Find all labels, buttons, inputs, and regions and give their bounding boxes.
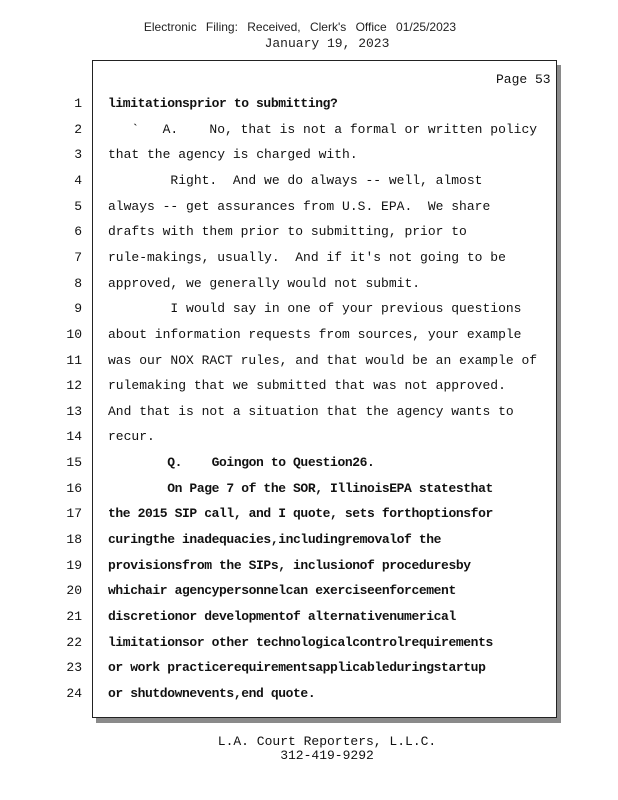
line-text: rule-makings, usually. And if it's not going to be [108,250,506,265]
line-text: On Page 7 of the SOR, IllinoisEPA statesthat [108,481,493,496]
line-number: 7 [74,250,82,265]
line-text: I would say in one of your previous questions [108,301,522,316]
line-text: provisionsfrom the SIPs, inclusionof proceduresby [108,558,471,573]
reporter-phone: 312-419-9292 [280,748,374,763]
line-number: 17 [66,506,82,521]
line-number: 2 [74,122,82,137]
line-text: approved, we generally would not submit. [108,276,421,291]
line-number: 20 [66,583,82,598]
line-text: discretionor developmentof alternativenumerical [108,609,456,624]
line-text: curingthe inadequacies,includingremovalof the [108,532,442,547]
line-number: 13 [66,404,82,419]
line-number: 11 [66,353,82,368]
line-number: 5 [74,199,82,214]
line-text: always -- get assurances from U.S. EPA. We share [108,199,491,214]
line-number: 1 [74,96,82,111]
line-number: 19 [66,558,82,573]
line-number: 18 [66,532,82,547]
line-number: 15 [66,455,82,470]
line-number: 9 [74,301,82,316]
line-number: 24 [66,686,82,701]
line-text: limitationsprior to submitting? [108,96,338,111]
line-text: whichair agencypersonnelcan exerciseenforcement [108,583,456,598]
reporter-company: L.A. Court Reporters, L.L.C. [217,734,437,749]
line-text: Right. And we do always -- well, almost [108,173,483,188]
filing-stamp: Electronic Filing: Received, Clerk's Office 01/25/2023 [143,20,457,34]
line-text: Q. Goingon to Question26. [108,455,375,470]
line-number: 3 [74,147,82,162]
line-text: about information requests from sources, your example [108,327,522,342]
line-text: rulemaking that we submitted that was not approved. [108,378,506,393]
line-text: recur. [108,429,155,444]
line-text: or work practicerequirementsapplicableduringstartup [108,660,486,675]
line-text: was our NOX RACT rules, and that would be an example of [108,353,538,368]
line-number: 22 [66,635,82,650]
line-number: 14 [66,429,82,444]
line-text: drafts with them prior to submitting, prior to [108,224,467,239]
line-number: 16 [66,481,82,496]
transcript-date: January 19, 2023 [264,36,390,51]
line-text: limitationsor other technologicalcontrolrequirements [108,635,493,650]
line-text: ` A. No, that is not a formal or written policy [108,122,538,137]
line-number: 4 [74,173,82,188]
line-number: 6 [74,224,82,239]
line-number: 23 [66,660,82,675]
line-text: the 2015 SIP call, and I quote, sets forthoptionsfor [108,506,493,521]
line-text: or shutdownevents,end quote. [108,686,316,701]
line-number: 21 [66,609,82,624]
line-text: And that is not a situation that the agency wants to [108,404,514,419]
line-number: 8 [74,276,82,291]
page-number: Page 53 [496,72,551,87]
line-text: that the agency is charged with. [108,147,358,162]
line-number: 12 [66,378,82,393]
line-number: 10 [66,327,82,342]
